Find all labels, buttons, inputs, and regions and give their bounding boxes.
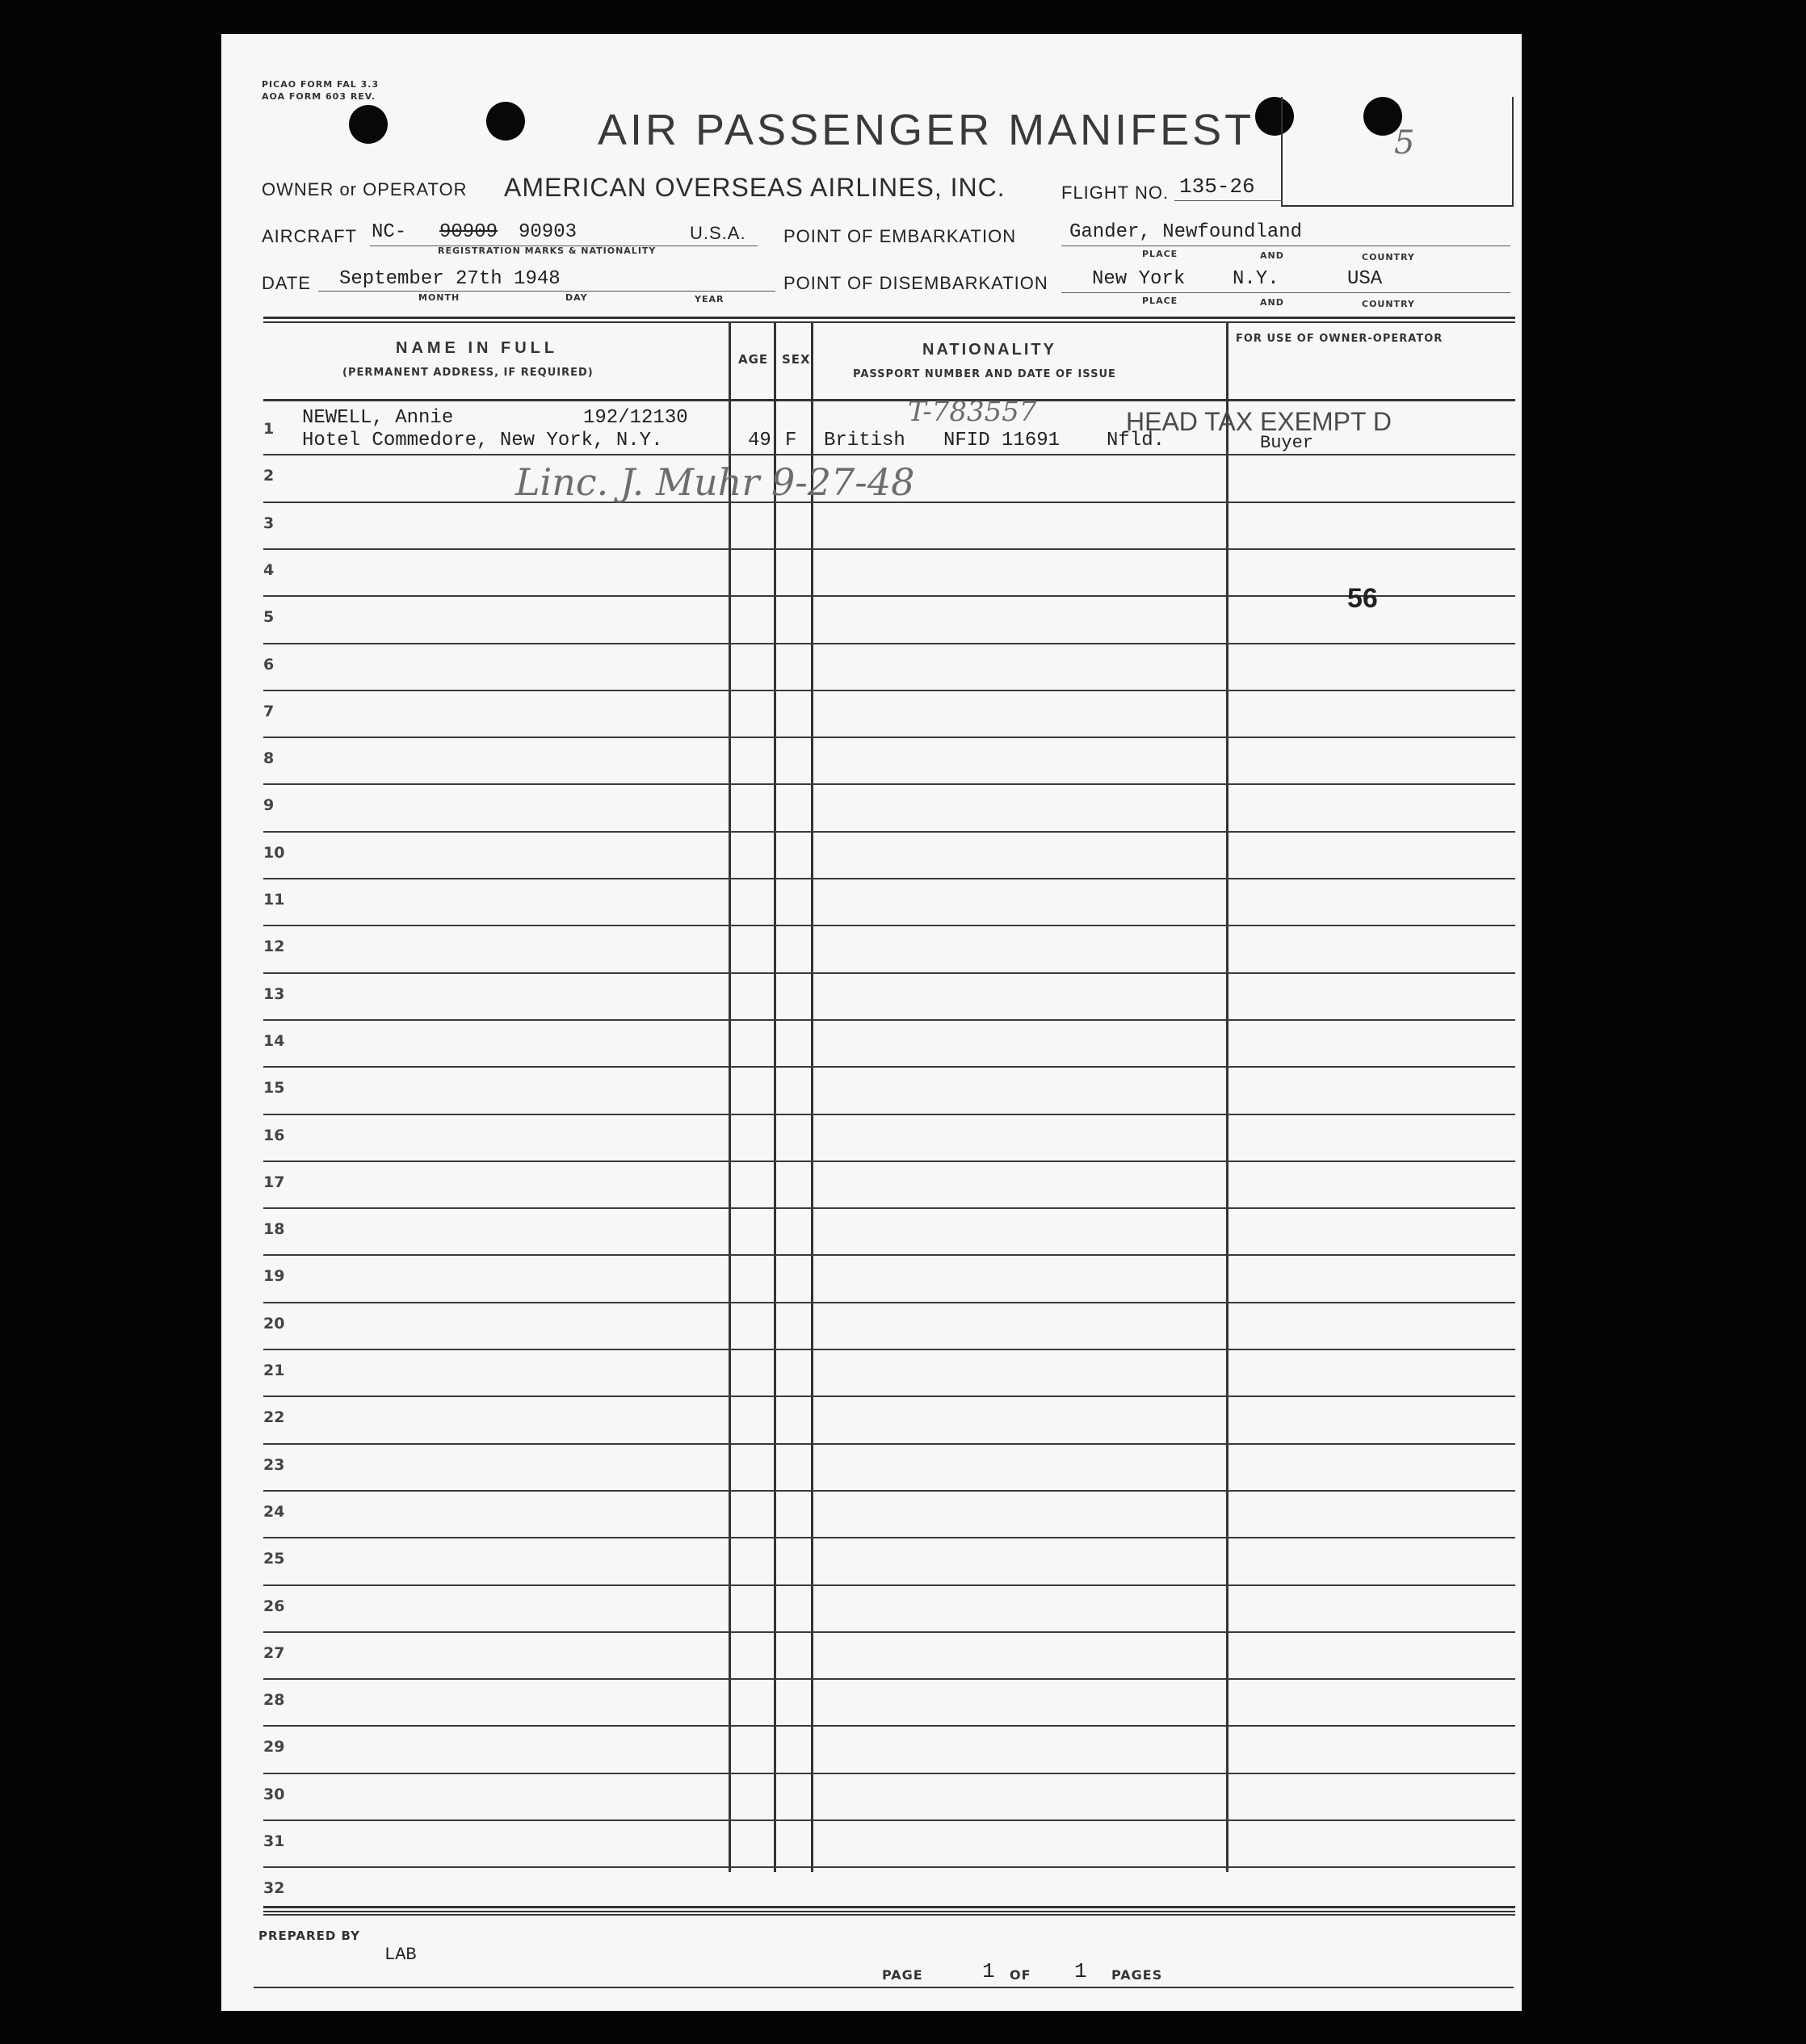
- row-line: [263, 831, 1515, 833]
- col-divider-sex: [774, 321, 776, 1872]
- inspector-signature: Linc. J. Muhr 9-27-48: [515, 460, 915, 504]
- row-number: 9: [263, 796, 275, 815]
- passenger-nationality: British: [824, 430, 905, 451]
- row-number: 13: [263, 984, 285, 1003]
- col-nationality-sub: PASSPORT NUMBER AND DATE OF ISSUE: [853, 368, 1116, 380]
- row-number: 11: [263, 891, 285, 909]
- row-line: [263, 1254, 1515, 1256]
- hand-number: T-783557: [908, 396, 1037, 428]
- row-number: 32: [263, 1879, 285, 1898]
- head-tax-stamp: HEAD TAX EXEMPT D: [1126, 407, 1392, 436]
- disembark-place: New York: [1092, 268, 1186, 290]
- manifest-sheet: [221, 34, 1522, 2011]
- and-caption-1: AND: [1260, 250, 1284, 261]
- row-line: [263, 595, 1515, 597]
- row-number: 3: [263, 514, 275, 532]
- row-number: 19: [263, 1267, 285, 1286]
- corner-mark: 5: [1394, 124, 1415, 162]
- row-line: [263, 783, 1515, 785]
- row-number: 26: [263, 1597, 285, 1615]
- row-number: 10: [263, 843, 285, 862]
- row-number: 4: [263, 560, 275, 579]
- col-divider-owner: [1226, 321, 1228, 1872]
- row-number: 24: [263, 1502, 285, 1521]
- row-line: [263, 1019, 1515, 1021]
- of-label: OF: [1010, 1967, 1031, 1983]
- form-code-1: PICAO FORM FAL 3.3: [262, 79, 380, 90]
- col-name: NAME IN FULL: [396, 339, 559, 357]
- annotation-56: 56: [1347, 583, 1378, 614]
- embark-value: Gander, Newfoundland: [1069, 221, 1303, 243]
- row-number: 15: [263, 1079, 285, 1098]
- row-number: 20: [263, 1314, 285, 1333]
- row-line: [263, 690, 1515, 691]
- row-number: 27: [263, 1643, 285, 1662]
- pages-label: PAGES: [1111, 1967, 1163, 1983]
- header-rule-top-2: [263, 321, 1515, 323]
- row-line: [263, 1631, 1515, 1633]
- row-number: 18: [263, 1220, 285, 1239]
- row-number: 14: [263, 1031, 285, 1050]
- row-line: [263, 1302, 1515, 1303]
- owner-note: Buyer: [1260, 433, 1314, 453]
- row-number: 8: [263, 749, 275, 768]
- flight-value: 135-26: [1179, 174, 1255, 199]
- col-owner-use: FOR USE OF OWNER-OPERATOR: [1236, 333, 1443, 345]
- aircraft-nationality: U.S.A.: [690, 223, 746, 243]
- row-line: [263, 1490, 1515, 1492]
- row-line: [263, 1396, 1515, 1397]
- row-line: [263, 1066, 1515, 1068]
- passenger-age: 49: [748, 430, 771, 451]
- owner-value: AMERICAN OVERSEAS AIRLINES, INC.: [504, 173, 1006, 202]
- row-line: [263, 972, 1515, 974]
- footer-rule-2: [263, 1911, 1515, 1912]
- row-number: 6: [263, 655, 275, 674]
- passenger-passport: NFID 11691: [943, 430, 1060, 451]
- row-number: 16: [263, 1126, 285, 1144]
- row-number: 2: [263, 467, 275, 485]
- header-rule-top: [263, 317, 1515, 319]
- row-number: 17: [263, 1173, 285, 1191]
- place-caption-2: PLACE: [1142, 296, 1178, 306]
- row-line: [263, 1819, 1515, 1821]
- passenger-address: Hotel Commedore, New York, N.Y.: [302, 430, 663, 451]
- aircraft-struck: 90909: [439, 221, 498, 243]
- form-title: AIR PASSENGER MANIFEST: [598, 106, 1255, 154]
- row-number: 1: [263, 420, 275, 438]
- row-line: [263, 1161, 1515, 1162]
- col-divider-age: [729, 321, 731, 1872]
- passenger-issued: Nfld.: [1107, 430, 1166, 451]
- form-code-2: AOA FORM 603 REV.: [262, 91, 376, 102]
- row-line: [263, 1584, 1515, 1586]
- page-total: 1: [1074, 1959, 1087, 1983]
- row-number: 12: [263, 938, 285, 956]
- disembark-country: USA: [1347, 268, 1383, 290]
- footer-rule-1: [263, 1906, 1515, 1908]
- country-caption-2: COUNTRY: [1362, 299, 1415, 309]
- punch-hole-left-2: [486, 102, 525, 141]
- row-line: [263, 1349, 1515, 1350]
- aircraft-label: AIRCRAFT: [262, 226, 357, 246]
- prepared-label: PREPARED BY: [258, 1929, 360, 1943]
- col-age: AGE: [738, 352, 769, 367]
- row-line: [263, 737, 1515, 738]
- row-line: [263, 1725, 1515, 1727]
- passenger-sex: F: [785, 430, 797, 451]
- row-line: [263, 454, 1515, 455]
- row-number: 25: [263, 1550, 285, 1568]
- col-divider-nationality: [811, 321, 813, 1872]
- footer-rule-3: [254, 1987, 1514, 1988]
- row-line: [263, 925, 1515, 926]
- passenger-name: NEWELL, Annie: [302, 407, 454, 429]
- registration-caption: REGISTRATION MARKS & NATIONALITY: [438, 246, 657, 256]
- row-line: [263, 1207, 1515, 1209]
- row-line: [263, 878, 1515, 879]
- row-number: 23: [263, 1455, 285, 1474]
- date-label: DATE: [262, 273, 312, 293]
- prepared-value: LAB: [384, 1945, 417, 1965]
- row-number: 31: [263, 1832, 285, 1850]
- row-number: 28: [263, 1691, 285, 1710]
- embark-label: POINT OF EMBARKATION: [783, 226, 1017, 246]
- aircraft-value: 90903: [519, 221, 578, 243]
- row-line: [263, 1443, 1515, 1445]
- aircraft-prefix: NC-: [372, 221, 407, 243]
- disembark-label: POINT OF DISEMBARKATION: [783, 273, 1048, 293]
- place-caption-1: PLACE: [1142, 249, 1178, 259]
- disembark-state: N.Y.: [1233, 268, 1279, 290]
- row-line: [263, 1114, 1515, 1115]
- and-caption-2: AND: [1260, 297, 1284, 308]
- flight-label: FLIGHT NO.: [1061, 183, 1170, 203]
- passenger-ref: 192/12130: [583, 407, 688, 429]
- row-number: 30: [263, 1785, 285, 1803]
- row-number: 29: [263, 1738, 285, 1756]
- row-line: [263, 1914, 1515, 1916]
- country-caption-1: COUNTRY: [1362, 252, 1415, 262]
- row-number: 5: [263, 608, 275, 627]
- row-number: 21: [263, 1362, 285, 1379]
- day-caption: DAY: [565, 292, 588, 303]
- year-caption: YEAR: [695, 294, 724, 304]
- col-nationality: NATIONALITY: [922, 341, 1056, 359]
- row-line: [263, 1866, 1515, 1868]
- row-line: [263, 548, 1515, 550]
- date-value: September 27th 1948: [339, 268, 561, 290]
- owner-label: OWNER or OPERATOR: [262, 179, 468, 199]
- page-label: PAGE: [882, 1967, 923, 1983]
- col-name-sub: (PERMANENT ADDRESS, IF REQUIRED): [342, 367, 594, 379]
- row-line: [263, 1773, 1515, 1774]
- page-num: 1: [982, 1959, 995, 1983]
- row-line: [263, 643, 1515, 644]
- col-sex: SEX: [782, 352, 811, 367]
- month-caption: MONTH: [418, 292, 460, 303]
- row-number: 22: [263, 1408, 285, 1427]
- header-rule-bottom: [263, 399, 1515, 401]
- row-line: [263, 1678, 1515, 1680]
- row-number: 7: [263, 702, 275, 720]
- punch-hole-left-1: [349, 105, 388, 144]
- row-line: [263, 1537, 1515, 1538]
